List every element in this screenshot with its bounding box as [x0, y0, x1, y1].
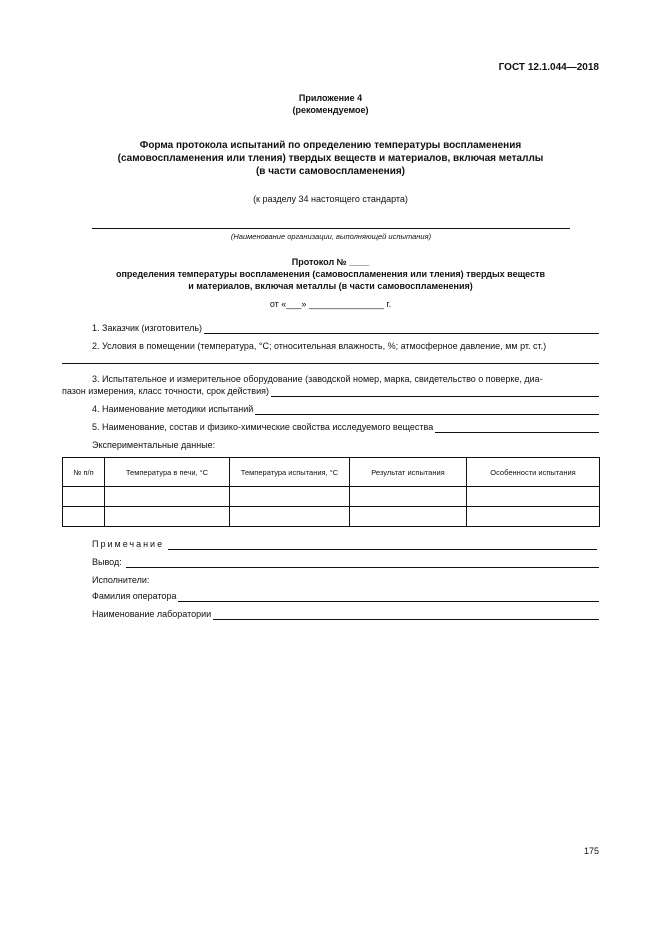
form-title-line3: (в части самовоспламенения)	[255, 166, 406, 177]
substance-input-line[interactable]	[435, 422, 599, 433]
table-cell[interactable]	[105, 507, 230, 527]
experimental-label: Экспериментальные данные:	[92, 440, 216, 450]
header-features: Особенности испытания	[467, 458, 600, 487]
table-row	[63, 507, 600, 527]
note-label: Примечание	[92, 539, 165, 549]
customer-label: 1. Заказчик (изготовитель)	[92, 323, 203, 333]
table-header-row	[63, 458, 600, 487]
section-reference: (к разделу 34 настоящего стандарта)	[253, 194, 408, 204]
appendix-title: Приложение 4	[298, 93, 363, 103]
header-result: Результат испытания	[350, 458, 467, 487]
note-field[interactable]	[92, 538, 597, 550]
form-title-line1: Форма протокола испытаний по определению температуры воспламенения	[139, 140, 522, 151]
table-cell[interactable]	[105, 487, 230, 507]
equipment-label-line2: пазон измерения, класс точности, срок действия)	[62, 386, 269, 396]
customer-field[interactable]	[92, 322, 599, 334]
experiment-table	[62, 457, 600, 527]
method-field[interactable]	[92, 403, 599, 415]
protocol-line1: определения температуры воспламенения (самовоспламенения или тления) твердых веществ	[115, 269, 546, 279]
note-input-line[interactable]	[168, 539, 597, 550]
table-cell[interactable]	[230, 507, 350, 527]
equipment-input-line[interactable]	[271, 386, 599, 397]
organization-caption: (Наименование организации, выполняющей испытания)	[230, 232, 432, 241]
page-number: 175	[583, 846, 599, 856]
laboratory-field[interactable]	[92, 608, 599, 620]
header-test-temperature: Температура испытания, °С	[230, 458, 350, 487]
laboratory-label: Наименование лаборатории	[92, 609, 212, 619]
form-title-line2: (самовоспламенения или тления) твердых веществ и материалов, включая металлы	[117, 153, 544, 164]
table-row	[63, 487, 600, 507]
substance-label: 5. Наименование, состав и физико-химические свойства исследуемого вещества	[92, 422, 434, 432]
conclusion-label: Вывод:	[92, 557, 122, 567]
method-input-line[interactable]	[255, 404, 599, 415]
equipment-field[interactable]	[62, 385, 599, 397]
method-label: 4. Наименование методики испытаний	[92, 404, 254, 414]
appendix-subtitle: (рекомендуемое)	[292, 105, 369, 115]
organization-line[interactable]	[92, 228, 570, 229]
header-oven-temperature: Температура в печи, °С	[105, 458, 230, 487]
equipment-label-line1: 3. Испытательное и измерительное оборудование (заводской номер, марка, свидетельство о поверке, диа-	[92, 374, 543, 384]
table-cell[interactable]	[230, 487, 350, 507]
operator-input-line[interactable]	[178, 591, 599, 602]
protocol-date: от «___» _______________ г.	[269, 299, 392, 309]
table-cell[interactable]	[63, 487, 105, 507]
table-cell[interactable]	[350, 507, 467, 527]
conclusion-input-line[interactable]	[126, 557, 599, 568]
table-cell[interactable]	[63, 507, 105, 527]
conditions-input-line[interactable]	[62, 363, 599, 364]
performers-label: Исполнители:	[92, 575, 150, 585]
protocol-line2: и материалов, включая металлы (в части самовоспламенения)	[188, 281, 473, 291]
customer-input-line[interactable]	[204, 323, 599, 334]
header-number: № п/п	[63, 458, 105, 487]
operator-label: Фамилия оператора	[92, 591, 177, 601]
substance-field[interactable]	[92, 421, 599, 433]
conclusion-field[interactable]	[92, 556, 599, 568]
table-cell[interactable]	[350, 487, 467, 507]
conditions-label: 2. Условия в помещении (температура, °С; относительная влажность, %; атмосферное давление, мм рт. ст.)	[92, 341, 547, 351]
laboratory-input-line[interactable]	[213, 609, 599, 620]
operator-field[interactable]	[92, 590, 599, 602]
table-cell[interactable]	[467, 487, 600, 507]
table-cell[interactable]	[467, 507, 600, 527]
protocol-number: Протокол № ____	[291, 257, 370, 267]
standard-code: ГОСТ 12.1.044—2018	[498, 62, 599, 73]
